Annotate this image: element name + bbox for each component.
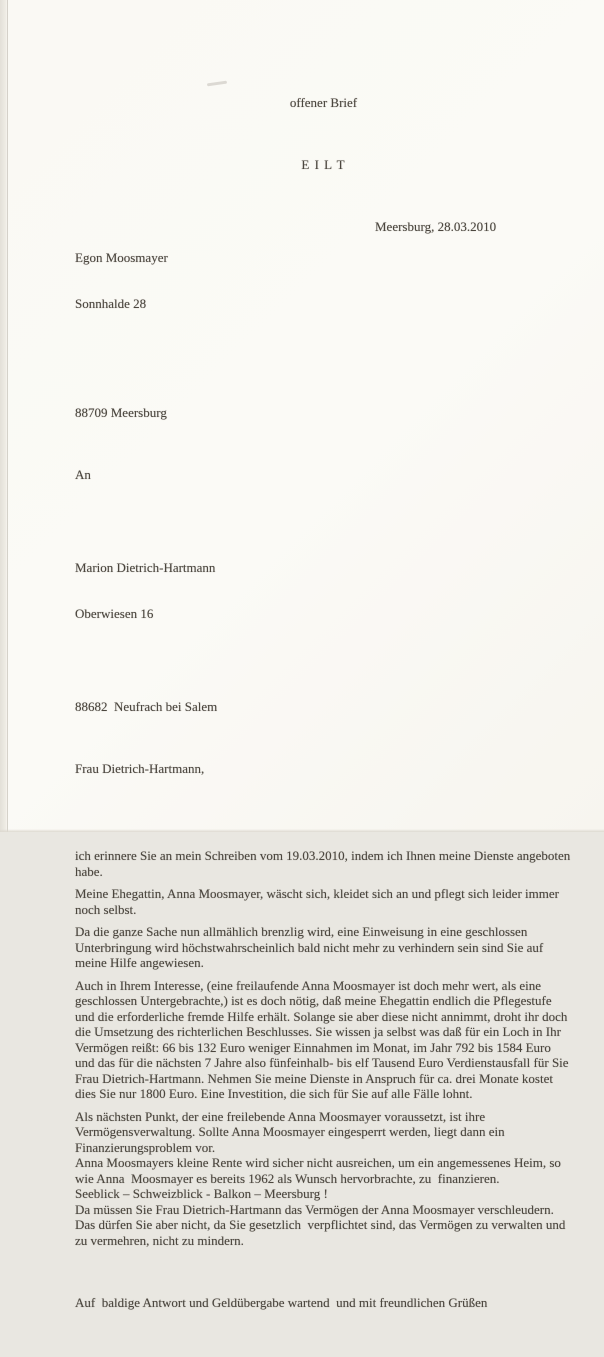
letter-paragraph: Das dürfen Sie aber nicht, da Sie gesetzlich verpflichtet sind, das Vermögen zu verwalten und zu vermehren, nicht zu mindern. [75,1217,569,1248]
sender-street: Sonnhalde 28 [75,296,147,311]
letter-content [75,48,572,1357]
letter-paragraph: Da die ganze Sache nun allmählich brenzlig wird, eine Einweisung in eine geschlossen Unterbringung wird höchstwahrscheinlich bald nicht mehr zu verhindern sein sind Sie auf meine Hilfe angewiesen. [75,924,547,970]
letter-paragraph: Da müssen Sie Frau Dietrich-Hartmann das Vermögen der Anna Moosmayer verschleudern. [75,1201,554,1217]
letter-paragraph: Meine Ehegattin, Anna Moosmayer, wäscht sich, kleidet sich an und pflegt sich leider immer noch selbst. [75,886,563,917]
letter-type-heading: offener Brief [289,94,358,110]
recipient-block [75,529,572,653]
date-line: Meersburg, 28.03.2010 [375,218,497,234]
closing-line: Auf baldige Antwort und Geldübergabe wartend und mit freundlichen Grüßen [75,1294,488,1310]
urgency-heading: E I L T [301,156,346,172]
recipient-name: Marion Dietrich-Hartmann [75,559,216,575]
salutation: Frau Dietrich-Hartmann, [75,761,205,776]
letter-paragraph: Auch in Ihrem Interesse, (eine freilaufende Anna Moosmayer ist doch mehr wert, als eine geschlossen Untergebrachte,) ist es doch nötig, daß meine Ehegattin endlich die Pflegestufe und die erforderliche fremde Hilfe erhält. Solange sie aber diese nicht annimmt, droht ihr doch die Umsetzung des richterlichen Beschlusses. Sie wissen ja selbst was daß für ein Loch in Ihr Vermögen reißt: 66 bis 132 Euro weniger Einnahmen im Monat, im Jahr 792 bis 1584 Euro und das für die nächsten 7 Jahre also fünfeinhalb- bis elf Tausend Euro Verdienstausfall für Sie Frau Dietrich-Hartmann. Nehmen Sie meine Dienste in Anspruch für ca. drei Monate kostet dies Sie nur 1800 Euro. Eine Investition, die sich für Sie auf alle Fälle lohnt. [75,977,572,1101]
sender-name: Egon Moosmayer [75,249,168,265]
letter-paragraph: Als nächsten Punkt, der eine freilebende Anna Moosmayer voraussetzt, ist ihre Vermögensverwaltung. Sollte Anna Moosmayer eingesperrt werden, liegt dann ein Finanzierungsproblem vor. [75,1108,508,1155]
letter-body [75,848,572,1248]
recipient-city: 88682 Neufrach bei Salem [75,699,218,714]
recipient-prefix: An [75,466,91,482]
sender-and-date-row [75,219,572,359]
scan-left-edge-line [7,0,8,832]
letter-paragraph: Anna Moosmayers kleine Rente wird sicher nicht ausreichen, um ein angemessenes Heim, so wie Anna Moosmayer es bereits 1962 als Wunsch hervorbrachte, zu finanzieren. [75,1155,565,1186]
recipient-street: Oberwiesen 16 [75,606,154,621]
sender-city: 88709 Meersburg [75,404,167,420]
letter-paragraph: ich erinnere Sie an mein Schreiben vom 19.03.2010, indem ich Ihnen meine Dienste angeboten habe. [75,848,574,879]
letter-paragraph: Seeblick – Schweizblick - Balkon – Meersburg ! [75,1186,328,1201]
